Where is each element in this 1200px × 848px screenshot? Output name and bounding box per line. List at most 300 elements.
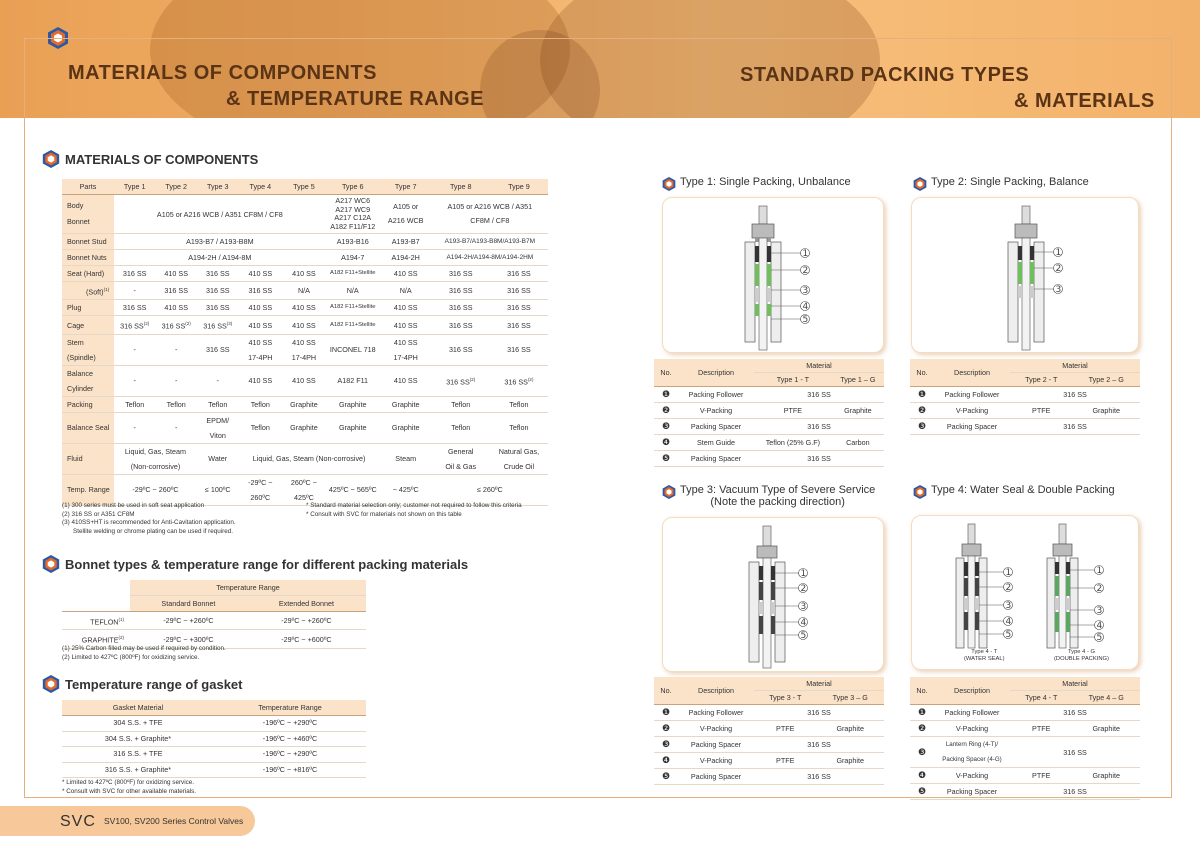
table-cell: 410 SS	[380, 266, 432, 282]
note-line: * Limited to 427ºC (800ºF) for oxidizing service.	[62, 779, 194, 786]
table-cell: Teflon	[239, 412, 283, 443]
table-cell: 410 SS	[155, 266, 197, 282]
table-cell	[114, 443, 197, 474]
table-cell: Packing Follower	[934, 705, 1010, 721]
type4-title-text: Type 4: Water Seal & Double Packing	[931, 484, 1115, 496]
note-line: * Consult with SVC for materials not shown on this table	[306, 510, 462, 518]
table-row	[654, 769, 884, 785]
col-header: Type 1 – G	[832, 373, 884, 387]
table-cell: 316 SS	[114, 266, 156, 282]
header-banner	[0, 0, 1200, 118]
footer-text: SV100, SV200 Series Control Valves	[104, 816, 244, 826]
footnote-mark: (2)	[118, 635, 124, 641]
table-cell	[490, 365, 548, 396]
table-cell: A182 F11+Stellite	[326, 316, 380, 334]
type4-title	[913, 484, 1115, 500]
hex-bullet-icon	[913, 484, 927, 500]
table-row	[62, 412, 548, 443]
table-cell: Graphite	[832, 403, 884, 419]
hex-bullet-icon	[913, 176, 927, 192]
table-cell: Graphite	[1072, 768, 1140, 784]
hex-bullet-icon	[662, 484, 676, 500]
table-cell: 410 SS	[239, 266, 283, 282]
table-cell: V-Packing	[678, 721, 754, 737]
col-header: Type 3 - T	[754, 691, 816, 705]
table-cell: 410 SS	[282, 365, 326, 396]
col-header: Type 4 – G	[1072, 691, 1140, 705]
svg-text:3: 3	[800, 602, 807, 612]
footnote-mark: (1)	[103, 287, 110, 292]
svg-text:5: 5	[1005, 630, 1012, 640]
table-cell: 316 SS	[1010, 737, 1140, 768]
cell-text: Packing Spacer (4-G)	[942, 756, 1002, 763]
table-cell: Graphite	[380, 396, 432, 412]
row-label: Balance Seal	[62, 412, 114, 443]
col-header: Material	[754, 677, 884, 691]
table-cell: V-Packing	[934, 721, 1010, 737]
table-cell: Packing Spacer	[934, 419, 1010, 435]
table-row	[654, 753, 884, 769]
type1-table	[654, 359, 884, 467]
col-header: Type 2 - T	[1010, 373, 1072, 387]
table-cell: 316 SS	[1010, 419, 1140, 435]
right-title-line2: & MATERIALS	[1014, 90, 1155, 112]
diagram-label: (WATER SEAL)	[964, 656, 1005, 662]
cell-text: Natural Gas,	[498, 446, 540, 456]
row-label: Bonnet Nuts	[62, 250, 114, 266]
table-cell: 410 SS	[239, 316, 283, 334]
row-number: ❹	[654, 753, 678, 769]
table-cell: 316 SS	[239, 282, 283, 300]
col-header: Type 2	[155, 179, 197, 195]
table-header-row	[62, 596, 366, 612]
empty-header	[62, 580, 130, 596]
table-row	[62, 234, 548, 250]
table-cell: Packing Spacer	[678, 769, 754, 785]
seat-soft-label: (Soft)	[86, 287, 104, 297]
table-cell: 316 SS	[490, 282, 548, 300]
table-cell: Graphite	[282, 412, 326, 443]
row-number: ❷	[654, 721, 678, 737]
cell-text: 316 SS	[504, 377, 528, 387]
note-line: (2) 316 SS or A351 CF8M	[62, 510, 135, 518]
table-cell: -29ºC ~ +260ºC	[247, 612, 366, 630]
table-cell: 316 S.S. + TFE	[62, 747, 214, 763]
table-cell: Graphite	[380, 412, 432, 443]
table-cell: 410 SS	[380, 316, 432, 334]
table-cell: A182 F11+Stellite	[326, 266, 380, 282]
col-header: Type 2 – G	[1072, 373, 1140, 387]
table-cell: 425ºC ~ 565ºC	[326, 474, 380, 505]
cell-text: General	[447, 446, 474, 456]
table-cell: A193-B7/A193-B8M/A193-B7M	[432, 234, 548, 250]
table-cell: -	[155, 365, 197, 396]
table-row	[654, 419, 884, 435]
bonnet-table	[62, 580, 366, 649]
table-cell: -196ºC ~ +290ºC	[214, 716, 366, 732]
row-number: ❶	[910, 387, 934, 403]
table-cell: 316 S.S. + Graphite*	[62, 762, 214, 778]
col-header: Temperature Range	[214, 700, 366, 716]
table-row	[62, 195, 548, 234]
type1-diagram-panel	[662, 197, 884, 353]
table-cell: -	[114, 365, 156, 396]
table-cell: 304 S.S. + Graphite*	[62, 731, 214, 747]
col-header: Description	[678, 677, 754, 705]
row-label	[62, 282, 114, 300]
cell-text: 316 SS	[161, 321, 186, 331]
cell-text: 410 SS	[292, 337, 316, 347]
col-header: Extended Bonnet	[247, 596, 366, 612]
table-row	[62, 443, 548, 474]
bonnet-label: Bonnet	[67, 217, 90, 226]
table-cell: A193-B7	[380, 234, 432, 250]
svg-text:2: 2	[802, 266, 809, 276]
cell-text: 260ºC	[250, 492, 271, 502]
table-cell: 316 SS	[754, 737, 884, 753]
table-header-row	[62, 580, 366, 596]
type2-title-text: Type 2: Single Packing, Balance	[931, 176, 1089, 188]
row-number: ❶	[910, 705, 934, 721]
cell-text: 17-4PH	[248, 352, 273, 362]
row-number: ❸	[654, 419, 678, 435]
table-cell: -	[114, 412, 156, 443]
table-row	[910, 768, 1140, 784]
table-cell	[282, 474, 326, 505]
row-number: ❷	[654, 403, 678, 419]
table-cell: 316 SS	[432, 266, 490, 282]
col-header: Type 1 - T	[754, 373, 832, 387]
table-header-row	[654, 677, 884, 691]
row-label	[62, 195, 114, 234]
bonnet-notes	[62, 645, 226, 662]
table-cell: 316 SS	[754, 769, 884, 785]
gasket-notes	[62, 779, 196, 796]
cell-text: 316 SS	[203, 321, 227, 331]
cell-text: -29ºC ~	[248, 477, 273, 487]
table-row	[654, 403, 884, 419]
col-header: No.	[654, 677, 678, 705]
col-header: Temperature Range	[130, 580, 366, 596]
col-header: Description	[934, 359, 1010, 387]
table-header-row	[654, 359, 884, 373]
table-row	[910, 737, 1140, 768]
table-row	[62, 266, 548, 282]
table-cell: ~ 425ºC	[380, 474, 432, 505]
table-row	[62, 612, 366, 630]
table-cell: Teflon	[490, 412, 548, 443]
row-label: Plug	[62, 300, 114, 316]
empty-header	[62, 596, 130, 612]
diagram-label: Type 4 - G	[1067, 649, 1096, 655]
table-cell: A194-7	[326, 250, 380, 266]
note-line: (2) Limited to 427ºC (800ºF) for oxidizing service.	[62, 653, 200, 661]
table-cell: 410 SS	[282, 266, 326, 282]
row-number: ❶	[654, 705, 678, 721]
table-cell: 410 SS	[380, 365, 432, 396]
cell-text: Lantern Ring (4-T)/	[945, 741, 999, 748]
type4-g-label	[1054, 649, 1109, 663]
table-cell: V-Packing	[934, 768, 1010, 784]
table-cell: N/A	[380, 282, 432, 300]
cell-text: 260ºC ~	[290, 477, 317, 487]
table-cell: Packing Follower	[678, 387, 754, 403]
table-cell: Teflon	[490, 396, 548, 412]
left-title-line2: & TEMPERATURE RANGE	[226, 88, 485, 110]
col-header: Type 4 - T	[1010, 691, 1072, 705]
table-cell	[432, 443, 490, 474]
cell-text: 17-4PH	[291, 352, 317, 362]
table-cell: 410 SS	[380, 300, 432, 316]
table-cell: Teflon	[114, 396, 156, 412]
table-cell: ≤ 100ºC	[197, 474, 239, 505]
row-label: Packing	[62, 396, 114, 412]
type3-title	[662, 484, 875, 508]
diagram-label: (DOUBLE PACKING)	[1054, 656, 1109, 662]
hex-bullet-icon	[42, 554, 60, 574]
table-cell: Teflon	[432, 412, 490, 443]
table-cell: Graphite	[816, 753, 884, 769]
table-cell: 316 SS	[490, 334, 548, 365]
col-header: Type 4	[239, 179, 283, 195]
table-cell: Graphite	[1072, 403, 1140, 419]
table-row	[654, 721, 884, 737]
note-line: Stellite welding or chrome plating can be used if required.	[73, 527, 233, 535]
table-cell: Stem Guide	[678, 435, 754, 451]
footnote-mark: (2)	[143, 321, 150, 327]
table-cell: 410 SS	[282, 300, 326, 316]
table-cell: 316 SS	[490, 300, 548, 316]
col-header: Type 7	[380, 179, 432, 195]
row-label: Cage	[62, 316, 114, 334]
table-row	[654, 435, 884, 451]
cell-text: 316 SS	[446, 377, 470, 387]
svg-text:4: 4	[1005, 617, 1012, 627]
table-row	[654, 737, 884, 753]
svg-text:3: 3	[1055, 285, 1062, 295]
table-cell: PTFE	[1010, 721, 1072, 737]
table-cell: 316 SS	[197, 266, 239, 282]
table-cell: Teflon	[197, 396, 239, 412]
table-cell: 316 SS	[1010, 705, 1140, 721]
svg-text:3: 3	[802, 286, 809, 296]
table-cell: 316 SS	[432, 300, 490, 316]
table-cell: A193-B16	[326, 234, 380, 250]
cell-text: 425ºC	[294, 492, 314, 502]
table-cell: Steam	[380, 443, 432, 474]
type4-diagram-panel	[911, 515, 1139, 670]
hex-bullet-icon	[42, 674, 60, 694]
col-header: No.	[654, 359, 678, 387]
table-cell: Teflon	[239, 396, 283, 412]
col-header: No.	[910, 677, 934, 705]
table-row	[62, 300, 548, 316]
table-cell: -	[114, 282, 156, 300]
svg-text:2: 2	[1055, 264, 1062, 274]
table-cell: A194-2H / A194-8M	[114, 250, 326, 266]
table-cell: 316 SS	[754, 451, 884, 467]
table-row	[910, 387, 1140, 403]
table-cell: 410 SS	[282, 316, 326, 334]
col-header: Parts	[62, 179, 114, 195]
table-cell	[239, 474, 283, 505]
table-cell: A182 F11+Stellite	[326, 300, 380, 316]
table-cell: PTFE	[1010, 768, 1072, 784]
row-label: Stem (Spindle)	[62, 334, 114, 365]
materials-section-title	[42, 149, 258, 169]
table-row	[910, 705, 1140, 721]
type4-t-label	[964, 649, 1005, 663]
row-number: ❺	[654, 451, 678, 467]
balance-label: Balance	[67, 368, 93, 378]
table-cell: V-Packing	[934, 403, 1010, 419]
note-line: (1) 25% Carbon filled may be used if required by condition.	[62, 645, 226, 652]
table-cell: A217 WC6 A217 WC9 A217 C12A A182 F11/F12	[326, 195, 380, 234]
col-header: No.	[910, 359, 934, 387]
table-cell	[490, 443, 548, 474]
cell-text: Crude Oil	[503, 461, 535, 471]
table-cell: Graphite	[816, 721, 884, 737]
materials-table	[62, 179, 548, 506]
table-cell: 410 SS	[239, 365, 283, 396]
table-cell: 316 SS	[754, 705, 884, 721]
svg-text:2: 2	[1096, 584, 1103, 594]
gasket-title-text: Temperature range of gasket	[65, 676, 243, 692]
hex-bullet-icon	[42, 149, 60, 169]
table-row	[654, 387, 884, 403]
svg-text:3: 3	[1096, 606, 1103, 616]
table-cell: A105 or A216 WCB	[380, 195, 432, 234]
table-cell: -29ºC ~ +260ºC	[130, 612, 247, 630]
table-cell: -29ºC ~ 260ºC	[114, 474, 197, 505]
table-row	[654, 451, 884, 467]
svg-text:5: 5	[800, 631, 807, 641]
table-cell: Packing Follower	[678, 705, 754, 721]
cell-text: 17-4PH	[393, 352, 418, 362]
svg-text:3: 3	[1005, 601, 1012, 611]
diagram-label: Type 4 - T	[971, 649, 998, 655]
col-header: Type 3	[197, 179, 239, 195]
cell-text: 316 SS	[120, 321, 144, 331]
table-row	[910, 419, 1140, 435]
table-cell: A193-B7 / A193-B8M	[114, 234, 326, 250]
table-cell: -	[155, 334, 197, 365]
table-cell: -	[114, 334, 156, 365]
table-cell: A105 or A216 WCB / A351 CF8M / CF8	[432, 195, 548, 234]
svg-text:4: 4	[1096, 621, 1103, 631]
table-cell: Carbon	[832, 435, 884, 451]
table-cell: 410 SS	[155, 300, 197, 316]
table-cell: Packing Follower	[934, 387, 1010, 403]
svg-text:2: 2	[800, 584, 807, 594]
table-cell: Packing Spacer	[678, 451, 754, 467]
table-cell: -196ºC ~ +460ºC	[214, 731, 366, 747]
note-line: * Consult with SVC for other available materials.	[62, 787, 197, 795]
type3-subtitle-text: (Note the packing direction)	[710, 496, 845, 508]
svg-text:5: 5	[1096, 633, 1103, 643]
row-number: ❹	[910, 768, 934, 784]
table-cell	[155, 316, 197, 334]
row-number: ❸	[654, 737, 678, 753]
type1-title-text: Type 1: Single Packing, Unbalance	[680, 176, 851, 188]
cell-text: GRAPHITE	[81, 635, 119, 645]
row-number: ❷	[910, 721, 934, 737]
table-cell: Teflon	[432, 396, 490, 412]
table-row	[62, 747, 366, 763]
table-cell: -29ºC ~ +600ºC	[247, 630, 366, 648]
table-cell: V-Packing	[678, 753, 754, 769]
col-header: Type 5	[282, 179, 326, 195]
col-header: Type 3 – G	[816, 691, 884, 705]
col-header: Standard Bonnet	[130, 596, 247, 612]
col-header: Material	[1010, 359, 1140, 373]
table-row	[910, 403, 1140, 419]
table-row	[910, 721, 1140, 737]
col-header: Type 6	[326, 179, 380, 195]
type2-table	[910, 359, 1140, 435]
cell-text: EPDM/	[206, 415, 230, 425]
table-cell: -196ºC ~ +816ºC	[214, 762, 366, 778]
svg-text:1: 1	[1096, 566, 1103, 576]
right-title-line1: STANDARD PACKING TYPES	[740, 64, 1030, 86]
type2-diagram-panel	[911, 197, 1139, 353]
table-cell: Graphite	[326, 412, 380, 443]
table-cell	[114, 316, 156, 334]
left-title-line1: MATERIALS OF COMPONENTS	[68, 62, 377, 84]
table-cell: INCONEL 718	[326, 334, 380, 365]
table-row	[910, 784, 1140, 800]
table-cell: 316 SS	[114, 300, 156, 316]
table-cell: 316 SS	[197, 282, 239, 300]
table-cell	[380, 334, 432, 365]
footnote-mark: (2)	[185, 321, 191, 327]
type3-title-text: Type 3: Vacuum Type of Severe Service	[680, 484, 876, 496]
table-cell: 316 SS	[754, 419, 884, 435]
svg-text:1: 1	[1005, 568, 1012, 578]
table-cell: 316 SS	[490, 316, 548, 334]
table-cell: PTFE	[754, 753, 816, 769]
table-cell: A194-2H	[380, 250, 432, 266]
col-header: Material	[1010, 677, 1140, 691]
table-row	[62, 316, 548, 334]
table-cell: Packing Spacer	[934, 784, 1010, 800]
table-cell: Teflon	[155, 396, 197, 412]
table-cell: A194-2H/A194-8M/A194-2HM	[432, 250, 548, 266]
row-number: ❸	[910, 419, 934, 435]
table-row	[62, 762, 366, 778]
table-cell: V-Packing	[678, 403, 754, 419]
footnote-mark: (3)	[226, 321, 233, 327]
table-cell: Graphite	[282, 396, 326, 412]
table-cell: N/A	[326, 282, 380, 300]
table-cell	[934, 737, 1010, 768]
table-cell: -	[155, 412, 197, 443]
bonnet-title-text: Bonnet types & temperature range for different packing materials	[65, 556, 469, 572]
table-header-row	[62, 179, 548, 195]
gasket-section-title	[42, 674, 242, 694]
type1-title	[662, 176, 851, 192]
table-cell	[239, 334, 283, 365]
table-cell: 316 SS	[197, 300, 239, 316]
table-cell: PTFE	[754, 403, 832, 419]
row-label	[62, 365, 114, 396]
col-header: Type 1	[114, 179, 156, 195]
table-row	[62, 716, 366, 732]
row-number: ❸	[910, 737, 934, 768]
table-header-row	[910, 677, 1140, 691]
materials-notes-left	[62, 502, 236, 536]
table-cell: -	[197, 365, 239, 396]
